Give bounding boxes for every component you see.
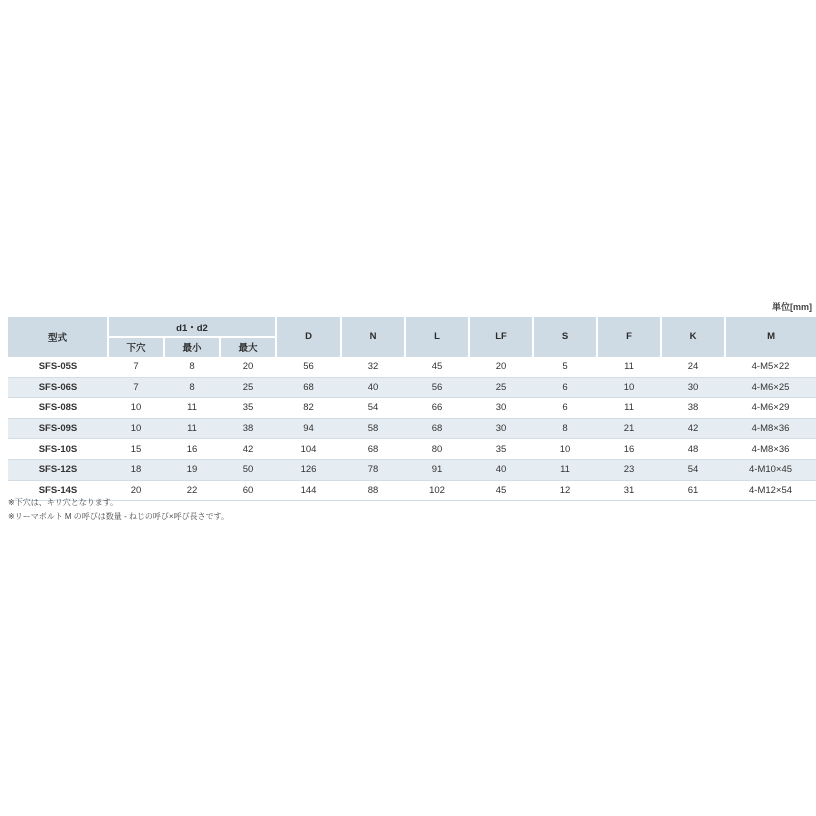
table-row — [8, 439, 816, 460]
table-cell: 11 — [597, 398, 661, 419]
header-s: S — [533, 316, 597, 357]
header-max: 最大 — [220, 337, 276, 357]
cell-model: SFS-12S — [8, 459, 108, 480]
table-cell: 35 — [220, 398, 276, 419]
table-cell: 8 — [533, 418, 597, 439]
table-cell: 42 — [661, 418, 725, 439]
table-cell: 45 — [405, 357, 469, 378]
table-cell: 19 — [164, 459, 220, 480]
table-cell: 31 — [597, 480, 661, 501]
header-m: M — [725, 316, 816, 357]
table-cell: 12 — [533, 480, 597, 501]
table-cell: 78 — [341, 459, 405, 480]
table-cell: 24 — [661, 357, 725, 378]
unit-label: 単位[mm] — [772, 302, 812, 312]
table-cell: 10 — [597, 377, 661, 398]
table-cell: 45 — [469, 480, 533, 501]
table-cell: 42 — [220, 439, 276, 460]
table-cell: 4-M12×54 — [725, 480, 816, 501]
header-k: K — [661, 316, 725, 357]
table-cell: 48 — [661, 439, 725, 460]
table-cell: 11 — [597, 357, 661, 378]
table-cell: 61 — [661, 480, 725, 501]
table-cell: 16 — [597, 439, 661, 460]
table-cell: 20 — [220, 357, 276, 378]
table-cell: 38 — [661, 398, 725, 419]
table-cell: 40 — [341, 377, 405, 398]
table-cell: 104 — [276, 439, 341, 460]
table-cell: 25 — [220, 377, 276, 398]
table-cell: 58 — [341, 418, 405, 439]
table-cell: 11 — [533, 459, 597, 480]
header-n: N — [341, 316, 405, 357]
table-cell: 56 — [276, 357, 341, 378]
table-cell: 20 — [469, 357, 533, 378]
table-cell: 7 — [108, 377, 164, 398]
spec-table — [8, 315, 816, 501]
table-cell: 4-M10×45 — [725, 459, 816, 480]
table-cell: 54 — [661, 459, 725, 480]
cell-model: SFS-10S — [8, 439, 108, 460]
table-header — [8, 316, 816, 357]
cell-model: SFS-06S — [8, 377, 108, 398]
table-cell: 4-M8×36 — [725, 418, 816, 439]
table-cell: 38 — [220, 418, 276, 439]
table-row — [8, 418, 816, 439]
cell-model: SFS-08S — [8, 398, 108, 419]
table-cell: 102 — [405, 480, 469, 501]
table-cell: 10 — [108, 418, 164, 439]
table-cell: 68 — [405, 418, 469, 439]
table-cell: 30 — [469, 398, 533, 419]
table-cell: 8 — [164, 357, 220, 378]
table-cell: 68 — [341, 439, 405, 460]
table-cell: 80 — [405, 439, 469, 460]
cell-model: SFS-09S — [8, 418, 108, 439]
table-cell: 20 — [108, 480, 164, 501]
table-cell: 82 — [276, 398, 341, 419]
table-cell: 54 — [341, 398, 405, 419]
table-cell: 91 — [405, 459, 469, 480]
header-d-group: d1・d2 — [108, 316, 276, 337]
table-body — [8, 357, 816, 501]
table-cell: 22 — [164, 480, 220, 501]
header-model: 型式 — [8, 316, 108, 357]
header-l: L — [405, 316, 469, 357]
cell-model: SFS-14S — [8, 480, 108, 501]
table-cell: 50 — [220, 459, 276, 480]
table-cell: 30 — [469, 418, 533, 439]
footnotes — [8, 496, 229, 524]
table-cell: 66 — [405, 398, 469, 419]
table-cell: 7 — [108, 357, 164, 378]
footnote: ※下穴は、キリ穴となります。 — [8, 498, 119, 507]
header-d: D — [276, 316, 341, 357]
table-cell: 4-M6×25 — [725, 377, 816, 398]
table-cell: 35 — [469, 439, 533, 460]
table-cell: 60 — [220, 480, 276, 501]
table-row — [8, 398, 816, 419]
table-row — [8, 459, 816, 480]
table-cell: 88 — [341, 480, 405, 501]
table-cell: 6 — [533, 377, 597, 398]
table-cell: 16 — [164, 439, 220, 460]
table-cell: 8 — [164, 377, 220, 398]
table-cell: 144 — [276, 480, 341, 501]
table-cell: 5 — [533, 357, 597, 378]
table-cell: 68 — [276, 377, 341, 398]
table-cell: 11 — [164, 398, 220, 419]
header-f: F — [597, 316, 661, 357]
table-cell: 15 — [108, 439, 164, 460]
table-row — [8, 357, 816, 378]
table-cell: 10 — [533, 439, 597, 460]
table-cell: 25 — [469, 377, 533, 398]
table-cell: 30 — [661, 377, 725, 398]
cell-model: SFS-05S — [8, 357, 108, 378]
table-cell: 32 — [341, 357, 405, 378]
header-min: 最小 — [164, 337, 220, 357]
table-cell: 23 — [597, 459, 661, 480]
table-cell: 4-M8×36 — [725, 439, 816, 460]
table-cell: 11 — [164, 418, 220, 439]
footnote: ※リーマボルト M の呼びは数量 - ねじの呼び×呼び長さです。 — [8, 512, 229, 521]
table-row — [8, 377, 816, 398]
table-cell: 4-M5×22 — [725, 357, 816, 378]
table-cell: 126 — [276, 459, 341, 480]
table-cell: 56 — [405, 377, 469, 398]
header-pilot-hole: 下穴 — [108, 337, 164, 357]
table-cell: 10 — [108, 398, 164, 419]
table-cell: 6 — [533, 398, 597, 419]
table-cell: 94 — [276, 418, 341, 439]
header-lf: LF — [469, 316, 533, 357]
table-cell: 4-M6×29 — [725, 398, 816, 419]
table-cell: 21 — [597, 418, 661, 439]
table-cell: 40 — [469, 459, 533, 480]
table-cell: 18 — [108, 459, 164, 480]
